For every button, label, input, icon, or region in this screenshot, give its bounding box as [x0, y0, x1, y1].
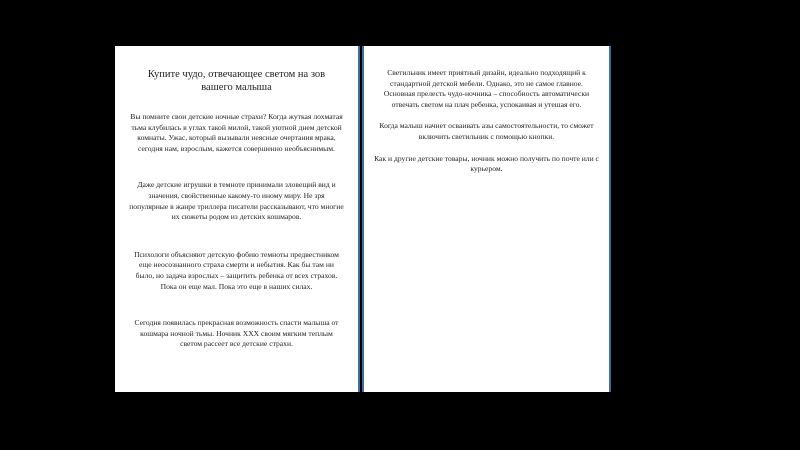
left-paragraph-1: Вы помните свои детские ночные страхи? Когда жуткая лохматая тьма клубилась в углах такой милой, такой уютной днем детской комнаты. Ужас, который вызывали неясные очертания мрака, сегодня нам, взрослым, кажется совершенно необъяснимым. [130, 112, 343, 153]
document-title: Купите чудо, отвечающее светом на зов вашего малыша [147, 69, 326, 93]
right-document-page [362, 46, 611, 392]
left-page-content [115, 68, 358, 350]
left-document-page [115, 46, 360, 392]
right-paragraph-3: Как и другие детские товары, ночник можно получить по почте или с курьером. [374, 153, 599, 174]
left-paragraph-4: Сегодня появилась прекрасная возможность спасти малыша от кошмара ночной тьмы. Ночник ХХХ своим мягким теплым светом рассеет все детские страхи. [134, 318, 339, 349]
right-page-content [364, 68, 609, 175]
left-paragraph-3: Психологи объясняют детскую фобию темноты предвестником еще неосознанного страха смерти и небытия. Как бы там ни было, но задача взрослых – защитить ребенка от всех страхов. Пока он еще мал. Пока это еще в наших силах. [134, 249, 339, 291]
left-paragraph-2: Даже детские игрушки в темноте принимали зловещий вид и значения, свойственные какому-то иному миру. Не зря популярные в жанре триллера писатели рассказывают, что многие их сюжеты родом из детских кошмаров. [129, 180, 344, 222]
right-paragraph-2: Когда малыш начнет осваивать азы самостоятельности, то сможет включить светильник с помощью кнопки. [379, 121, 594, 141]
right-paragraph-1: Светильник имеет приятный дизайн, идеально подходящий к стандартной детской мебели. Однако, это не самое главное. Основная прелесть чудо-ночника – способность автоматически отвечать светом на плач ребенка, успокаивая и утешая его. [383, 68, 590, 109]
